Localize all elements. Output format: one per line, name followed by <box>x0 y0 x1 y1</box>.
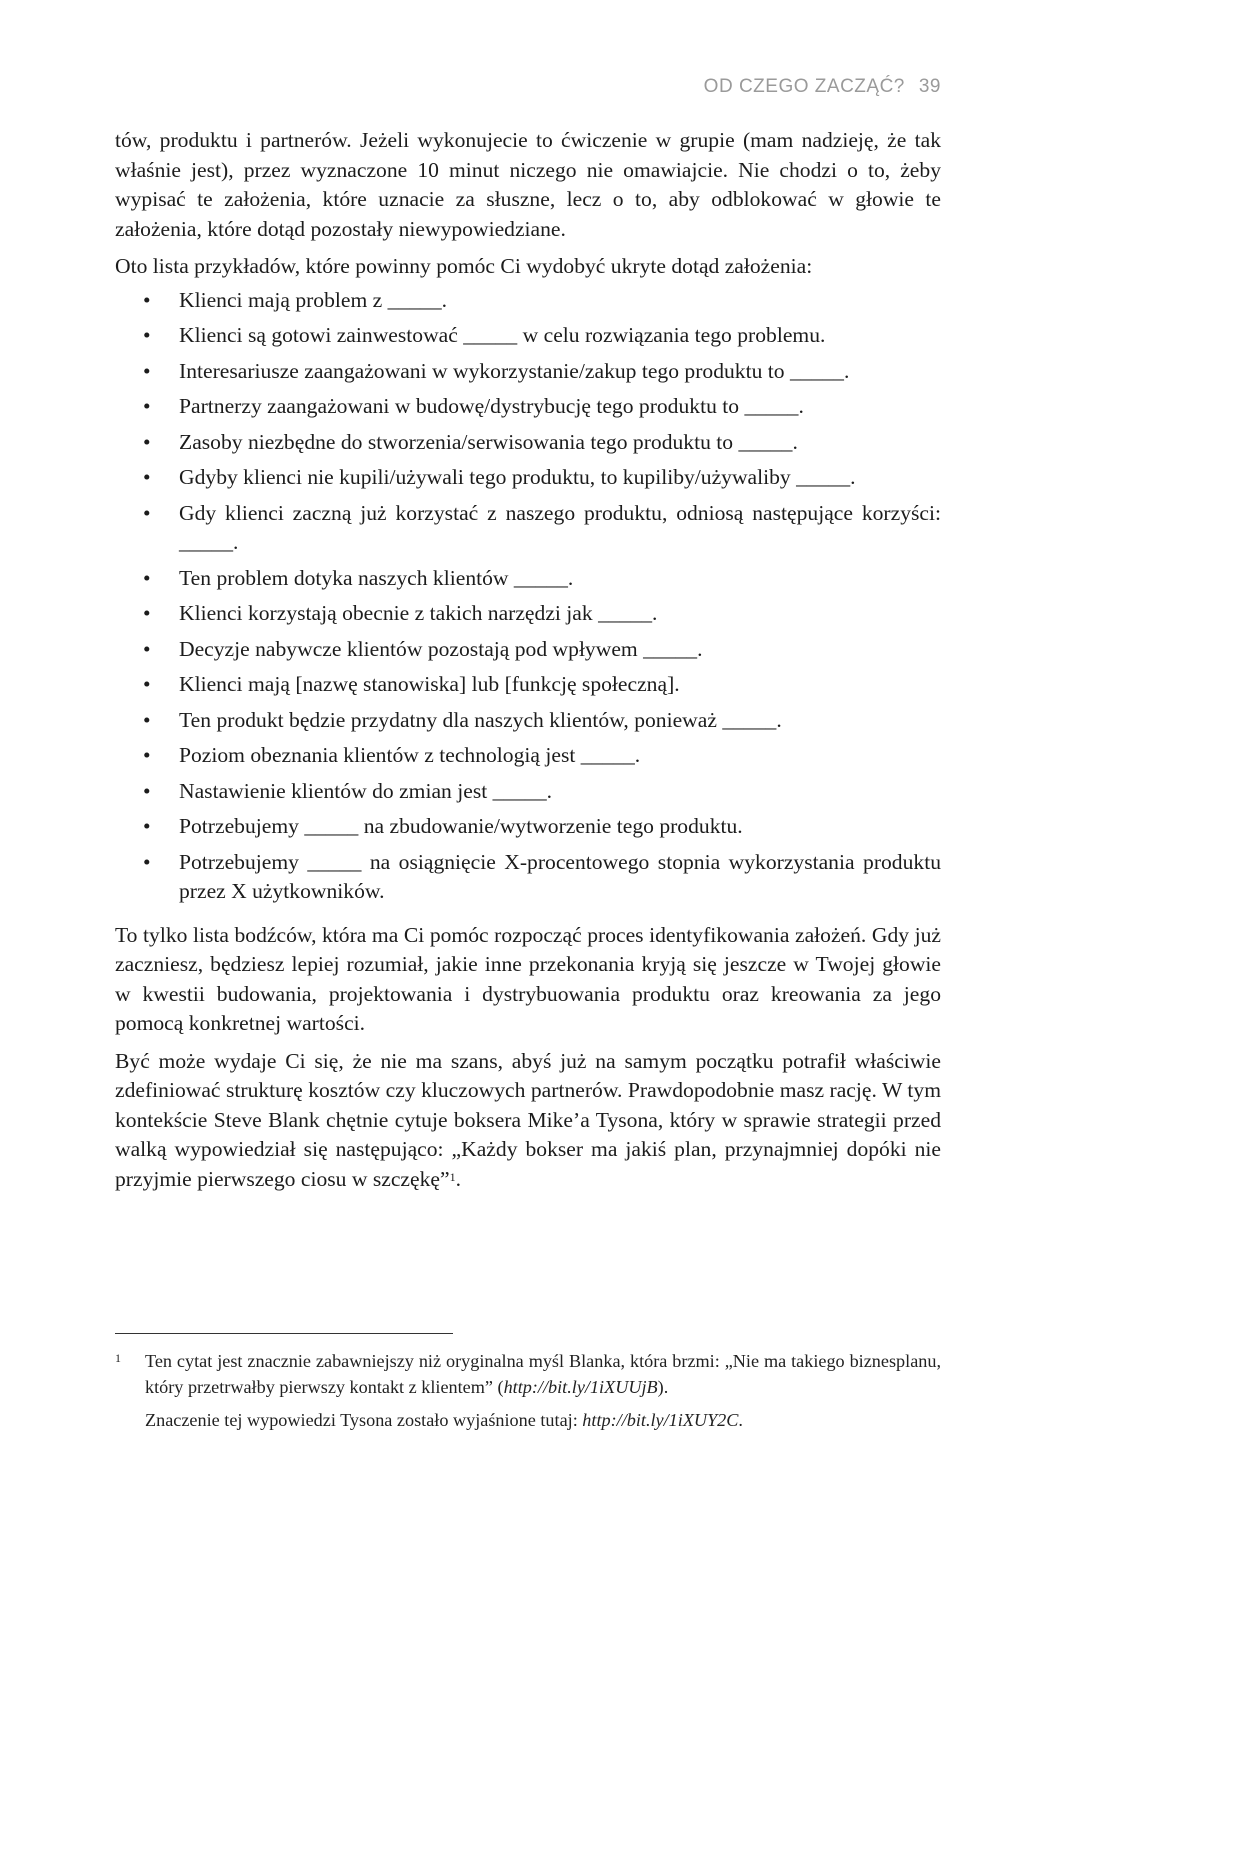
footnote-1-link[interactable]: http://bit.ly/1iXUUjB <box>503 1376 658 1397</box>
list-item <box>115 635 941 665</box>
running-header <box>704 76 941 98</box>
main-text <box>115 126 941 1194</box>
list-item <box>115 812 941 842</box>
list-item-text: Klienci mają problem z _____. <box>179 287 448 312</box>
list-item-text: Gdyby klienci nie kupili/używali tego produktu, to kupiliby/używaliby _____. <box>179 465 856 489</box>
list-item <box>115 357 941 387</box>
footnote-1 <box>115 1349 941 1400</box>
list-item <box>115 463 941 493</box>
list-item <box>115 599 941 629</box>
footnote-1-text: Ten cytat jest znacznie zabawniejszy niż oryginalna myśl Blanka, która brzmi: „Nie ma takiego biznesplanu, który przetrwałby pierwszy kontakt z klientem” ( <box>145 1351 941 1397</box>
list-item-text: Ten produkt będzie przydatny dla naszych klientów, ponieważ _____. <box>179 707 782 732</box>
list-item-text: Klienci korzystają obecnie z takich narzędzi jak _____. <box>179 601 658 625</box>
list-item-text: Interesariusze zaangażowani w wykorzystanie/zakup tego produktu to _____. <box>179 358 850 383</box>
bullet-icon: • <box>143 849 151 874</box>
paragraph-3: To tylko lista bodźców, która ma Ci pomóc rozpocząć proces identyfikowania założeń. Gdy już zaczniesz, będziesz lepiej rozumiał, jakie inne przekonania kryją się jeszcze w Twojej głowie w kwestii budowania, projektowania i dystrybuowania produktu oraz kreowania za jego pomocą konkretnej wartości. <box>115 922 941 1035</box>
assumption-list <box>115 286 941 907</box>
bullet-icon: • <box>143 601 151 625</box>
list-item <box>115 777 941 807</box>
footnote-separator <box>115 1333 453 1334</box>
paragraph-2: Oto lista przykładów, które powinny pomóc Ci wydobyć ukryte dotąd założenia: <box>115 254 813 278</box>
bullet-icon: • <box>143 778 151 803</box>
bullet-icon: • <box>143 707 151 732</box>
page-number: 39 <box>918 76 941 97</box>
list-item <box>115 848 941 907</box>
list-item-text: Gdy klienci zaczną już korzystać z naszego produktu, odniosą następujące korzyści: _____. <box>179 500 941 554</box>
footnote-2-end: . <box>738 1410 743 1430</box>
list-item <box>115 499 941 558</box>
list-item-text: Klienci mają [nazwę stanowiska] lub [funkcję społeczną]. <box>179 672 680 696</box>
list-item <box>115 286 941 316</box>
list-item <box>115 321 941 351</box>
paragraph-1: tów, produktu i partnerów. Jeżeli wykonujecie to ćwiczenie w grupie (mam nadzieję, że tak właśnie jest), przez wyznaczone 10 minut niczego nie omawiajcie. Nie chodzi o to, żeby wypisać te założenia, które uznacie za słuszne, lecz o to, aby odblokować w głowie te założenia, które dotąd pozostały niewypowiedziane. <box>115 128 941 241</box>
header-section-title: OD CZEGO ZACZĄĆ? <box>703 76 905 97</box>
list-item-text: Poziom obeznania klientów z technologią jest _____. <box>179 743 641 767</box>
bullet-icon: • <box>143 323 151 347</box>
list-item <box>115 706 941 736</box>
list-item-text: Nastawienie klientów do zmian jest _____. <box>179 778 553 803</box>
footnote-1-continued <box>115 1408 941 1434</box>
list-item-text: Decyzje nabywcze klientów pozostają pod wpływem _____. <box>179 636 703 661</box>
bullet-icon: • <box>143 429 151 454</box>
list-item <box>115 428 941 458</box>
bullet-icon: • <box>143 814 151 838</box>
list-item <box>115 392 941 422</box>
list-item-text: Klienci są gotowi zainwestować _____ w celu rozwiązania tego problemu. <box>179 323 826 347</box>
paragraph-4: Być może wydaje Ci się, że nie ma szans, abyś już na samym początku potrafił właściwie zdefiniować strukturę kosztów czy kluczowych partnerów. Prawdopodobnie masz rację. W tym kontekście Steve Blank chętnie cytuje boksera Mike’a Tysona, który w sprawie strategii przed walką wypowiedział się następująco: „Każdy bokser ma jakiś plan, przynajmniej dopóki nie przyjmie pierwszego ciosu w szczękę”$^1$. <box>115 1048 941 1191</box>
bullet-icon: • <box>143 636 151 661</box>
list-item <box>115 741 941 771</box>
footnote-mark: 1 <box>115 1351 121 1365</box>
list-item-text: Zasoby niezbędne do stworzenia/serwisowania tego produktu to _____. <box>179 429 798 454</box>
bullet-icon: • <box>143 287 151 312</box>
list-item-text: Potrzebujemy _____ na osiągnięcie X-procentowego stopnia wykorzystania produktu przez X użytkowników. <box>179 849 941 903</box>
bullet-icon: • <box>143 358 151 383</box>
footnote-ref-1[interactable]: 1 <box>449 1169 456 1184</box>
list-item <box>115 564 941 594</box>
paragraph-4-text: Być może wydaje Ci się, że nie ma szans, abyś już na samym początku potrafił właściwie zdefiniować strukturę kosztów czy kluczowych partnerów. Prawdopodobnie masz rację. W tym kontekście Steve Blank chętnie cytuje boksera Mike’a Tysona, który w sprawie strategii przed walką wypowiedział się następująco: „Każdy bokser ma jakiś plan, przynajmniej dopóki nie przyjmie pierwszego ciosu w szczękę” <box>115 1048 941 1191</box>
bullet-icon: • <box>143 743 151 767</box>
list-item-text: Potrzebujemy _____ na zbudowanie/wytworzenie tego produktu. <box>179 814 743 838</box>
bullet-icon: • <box>143 672 151 696</box>
footnote-2-text: Znaczenie tej wypowiedzi Tysona zostało wyjaśnione tutaj: <box>145 1410 583 1430</box>
bullet-icon: • <box>143 465 151 489</box>
bullet-icon: • <box>143 500 151 525</box>
list-item-text: Partnerzy zaangażowani w budowę/dystrybucję tego produktu to _____. <box>179 394 804 418</box>
bullet-icon: • <box>143 394 151 418</box>
footnote-1-end: ). <box>657 1376 669 1397</box>
bullet-icon: • <box>143 565 151 590</box>
footnotes <box>115 1349 941 1434</box>
list-item <box>115 670 941 700</box>
footnote-2-link[interactable]: http://bit.ly/1iXUY2C <box>582 1410 739 1430</box>
list-item-text: Ten problem dotyka naszych klientów _____. <box>179 565 574 590</box>
